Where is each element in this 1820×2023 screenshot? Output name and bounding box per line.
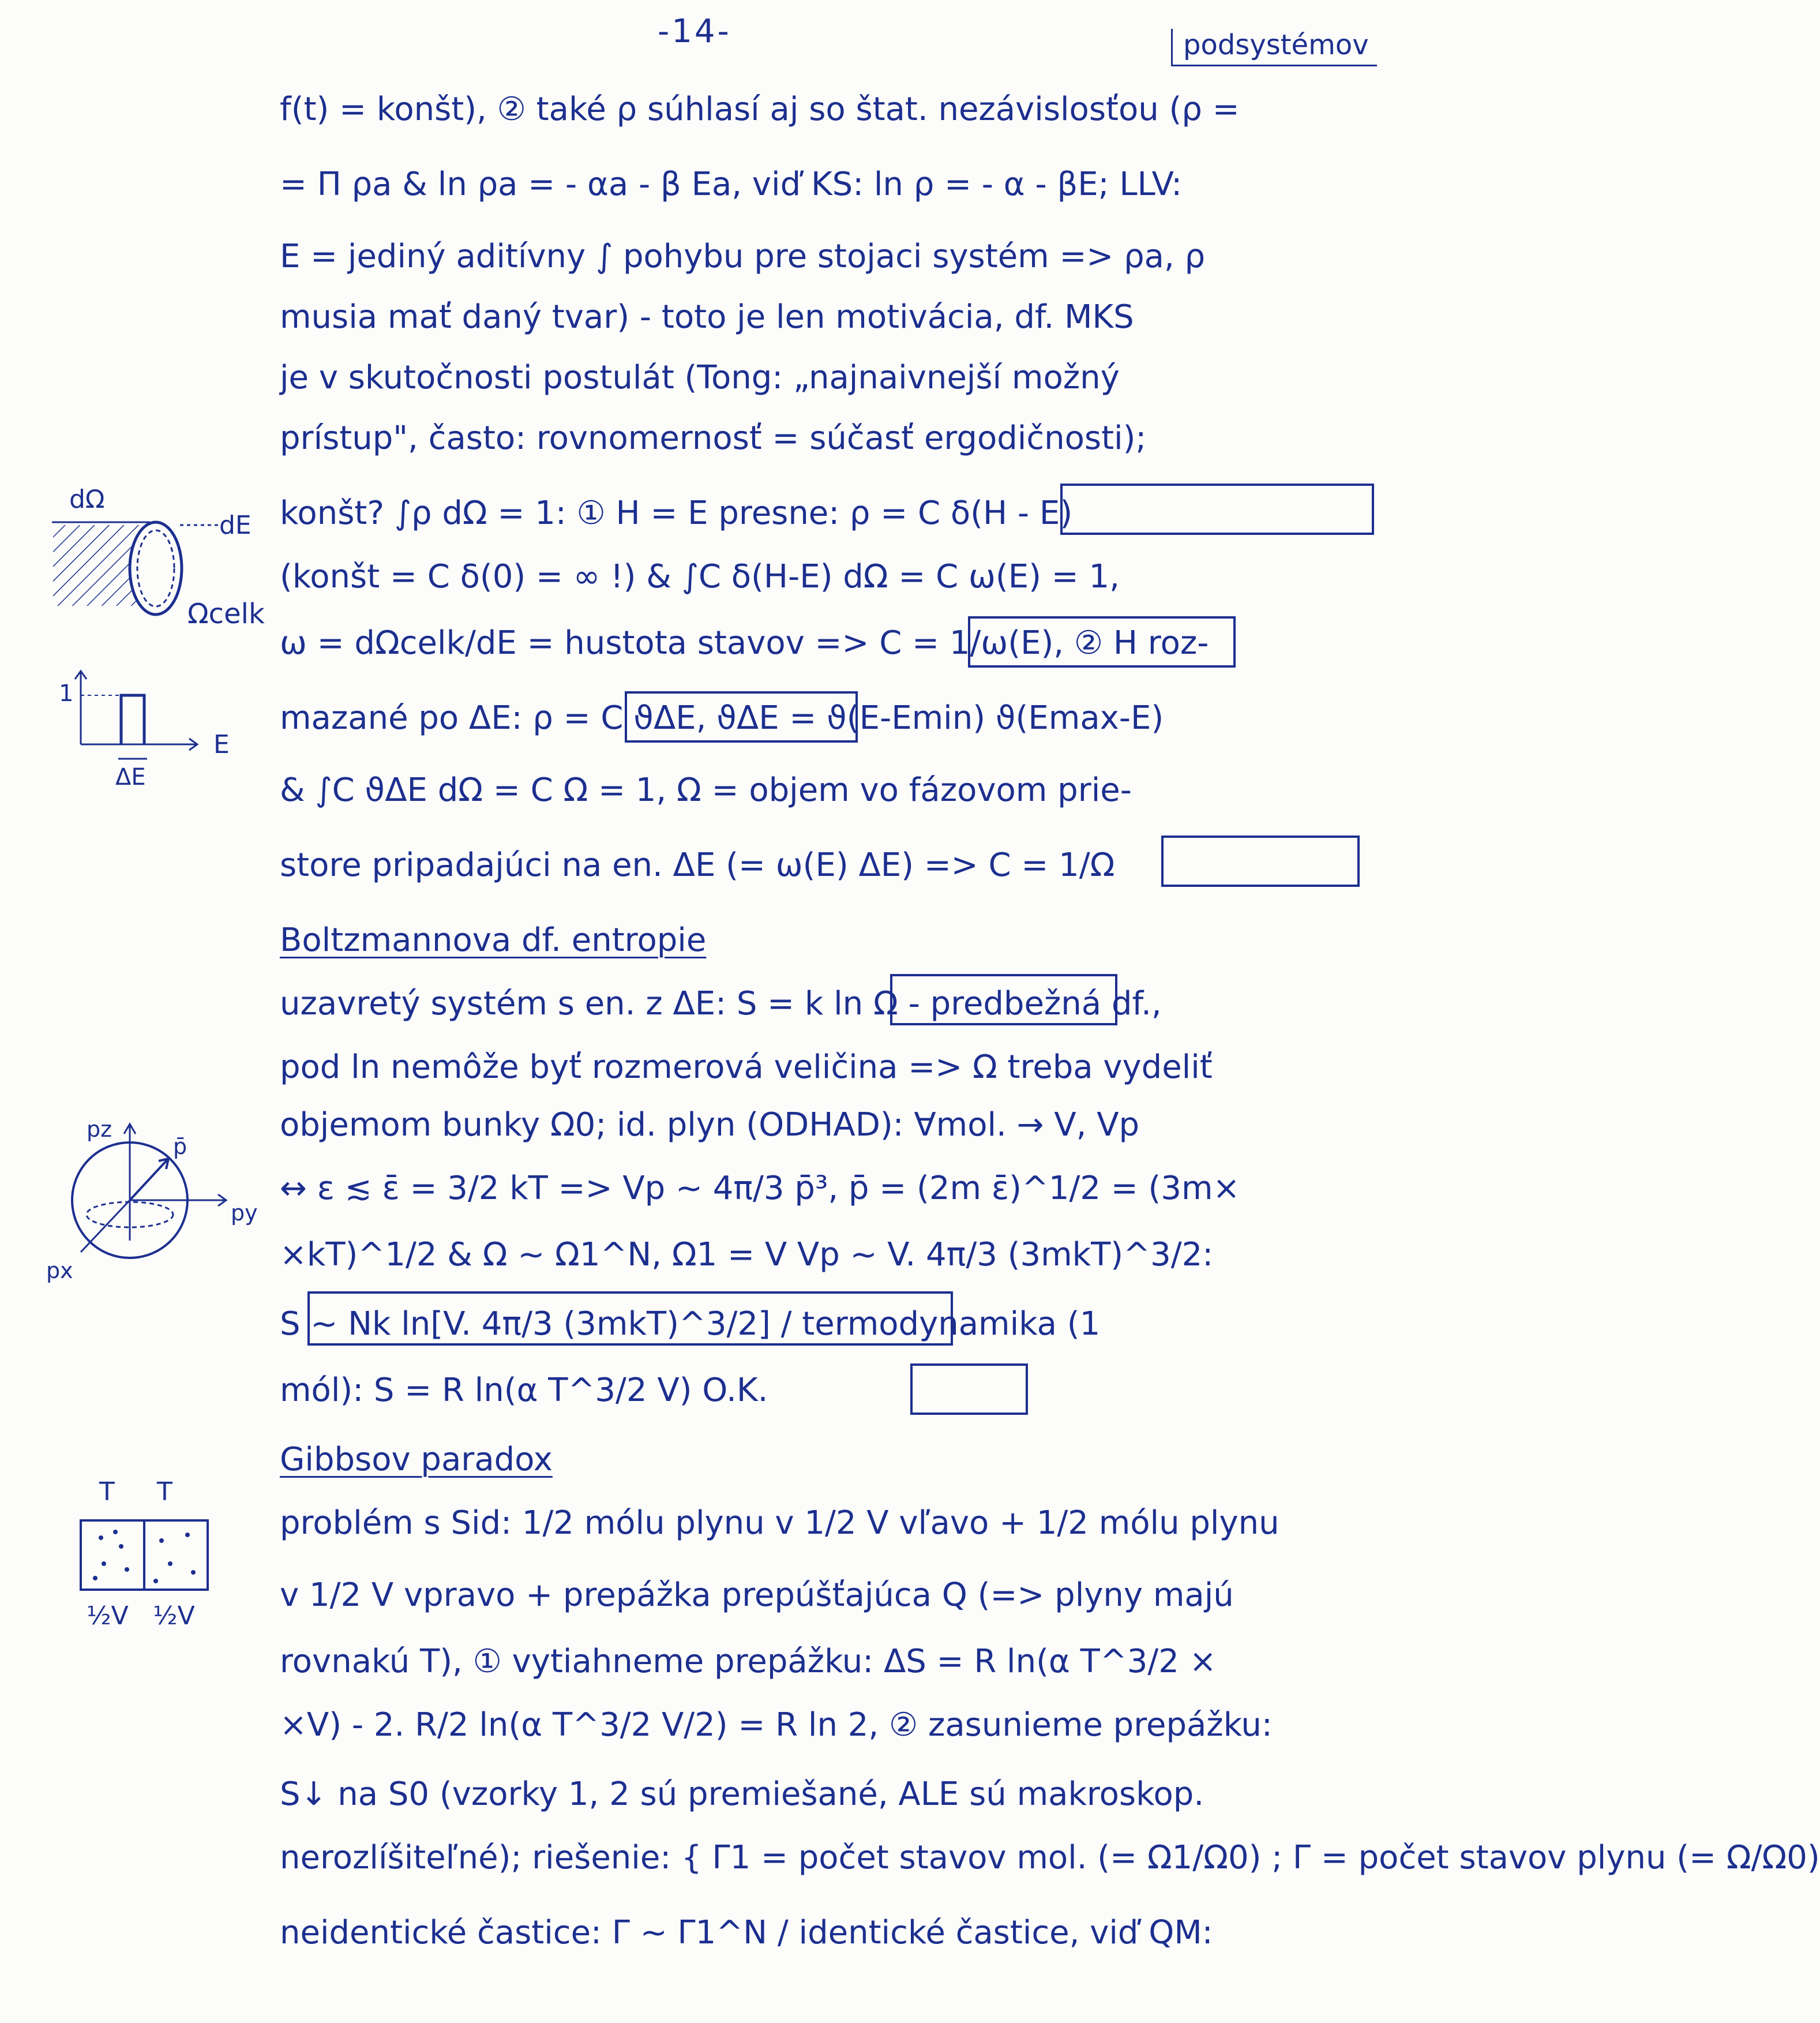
figure-phase-shell	[46, 485, 277, 635]
text-line-4: musia mať daný tvar) - toto je len motivácia, df. MKS	[280, 298, 1134, 336]
text-line-20: mól): S = R ln(α T^3/2 V) O.K.	[280, 1372, 768, 1409]
corner-note: podsystémov	[1171, 29, 1377, 66]
section-heading-boltzmann: Boltzmannova df. entropie	[280, 921, 707, 959]
page-number: -14-	[658, 13, 731, 50]
pz-label: pz	[87, 1117, 112, 1142]
text-line-15: pod ln nemôže byť rozmerová veličina => Ω treba vydeliť	[280, 1048, 1213, 1086]
text-line-26: S↓ na S0 (vzorky 1, 2 sú premiešané, ALE sú makroskop.	[280, 1775, 1204, 1813]
text-line-12: store pripadajúci na en. ΔE (= ω(E) ΔE) => C = 1/Ω	[280, 846, 1115, 884]
text-line-9: ω = dΩcelk/dE = hustota stavov => C = 1/ω(E), ② H roz-	[280, 624, 1209, 662]
text-line-10: mazané po ΔE: ρ = C ϑΔE, ϑΔE = ϑ(E-Emin) ϑ(Emax-E)	[280, 699, 1164, 737]
dOmega-label: dΩ	[69, 485, 105, 514]
T-right-label: T	[157, 1477, 172, 1507]
figure-momentum-sphere	[35, 1114, 277, 1298]
text-line-19: S ~ Nk ln[V. 4π/3 (3mkT)^3/2] / termodynamika (1	[280, 1305, 1101, 1343]
text-line-23: v 1/2 V vpravo + prepážka prepúšťajúca Q (=> plyny majú	[280, 1576, 1234, 1614]
section-heading-gibbs: Gibbsov paradox	[280, 1441, 553, 1478]
omega-celk-label: Ωcelk	[187, 598, 265, 630]
text-line-22: problém s Sid: 1/2 mólu plynu v 1/2 V vľavo + 1/2 mólu plynu	[280, 1504, 1279, 1542]
py-label: py	[231, 1200, 258, 1226]
text-line-16: objemom bunky Ω0; id. plyn (ODHAD): ∀mol. → V, Vp	[280, 1106, 1140, 1144]
text-line-27: nerozlíšiteľné); riešenie: { Γ1 = počet stavov mol. (= Ω1/Ω0) ; Γ = počet stavov plynu (= Ω/Ω0)	[280, 1839, 1820, 1876]
text-line-17: ↔ ε ≲ ε̄ = 3/2 kT => Vp ~ 4π/3 p̄³, p̄ = (2m ε̄)^1/2 = (3m×	[280, 1170, 1240, 1207]
text-line-3: E = jediný aditívny ∫ pohybu pre stojaci systém => ρa, ρ	[280, 238, 1206, 275]
one-label: 1	[59, 680, 74, 707]
text-line-24: rovnakú T), ① vytiahneme prepážku: ΔS = R ln(α T^3/2 ×	[280, 1643, 1217, 1680]
text-line-28: neidentické častice: Γ ~ Γ1^N / identické častice, viď QM:	[280, 1914, 1213, 1951]
V-right-label: ½V	[153, 1601, 195, 1631]
px-label: px	[46, 1258, 73, 1283]
figure-step-function	[58, 666, 254, 793]
text-line-7: konšt? ∫ρ dΩ = 1: ① H = E presne: ρ = C δ(H - E)	[280, 494, 1073, 532]
text-line-6: prístup", často: rovnomernosť = súčasť ergodičnosti);	[280, 419, 1147, 457]
E-axis-label: E	[213, 730, 230, 759]
dE-label: dE	[219, 511, 252, 540]
text-line-14: uzavretý systém s en. z ΔE: S = k ln Ω - predbežná df.,	[280, 985, 1162, 1022]
figure-gibbs-box	[69, 1477, 242, 1639]
text-line-25: ×V) - 2. R/2 ln(α T^3/2 V/2) = R ln 2, ② zasunieme prepážku:	[280, 1706, 1273, 1744]
text-line-8: (konšt = C δ(0) = ∞ !) & ∫C δ(H-E) dΩ = C ω(E) = 1,	[280, 558, 1120, 595]
T-left-label: T	[99, 1477, 115, 1507]
text-line-1: f(t) = konšt), ② také ρ súhlasí aj so štat. nezávislosťou (ρ =	[280, 91, 1240, 128]
text-line-18: ×kT)^1/2 & Ω ~ Ω1^N, Ω1 = V Vp ~ V. 4π/3 (3mkT)^3/2:	[280, 1236, 1214, 1273]
text-line-11: & ∫C ϑΔE dΩ = C Ω = 1, Ω = objem vo fázovom prie-	[280, 771, 1132, 809]
pbar-label: p̄	[173, 1134, 187, 1159]
deltaE-label: ΔE	[115, 764, 146, 791]
text-line-5: je v skutočnosti postulát (Tong: „najnaivnejší možný	[280, 359, 1120, 396]
V-left-label: ½V	[87, 1601, 129, 1631]
text-line-2: = Π ρa & ln ρa = - αa - β Ea, viď KS: ln ρ = - α - βE; LLV:	[280, 166, 1183, 203]
